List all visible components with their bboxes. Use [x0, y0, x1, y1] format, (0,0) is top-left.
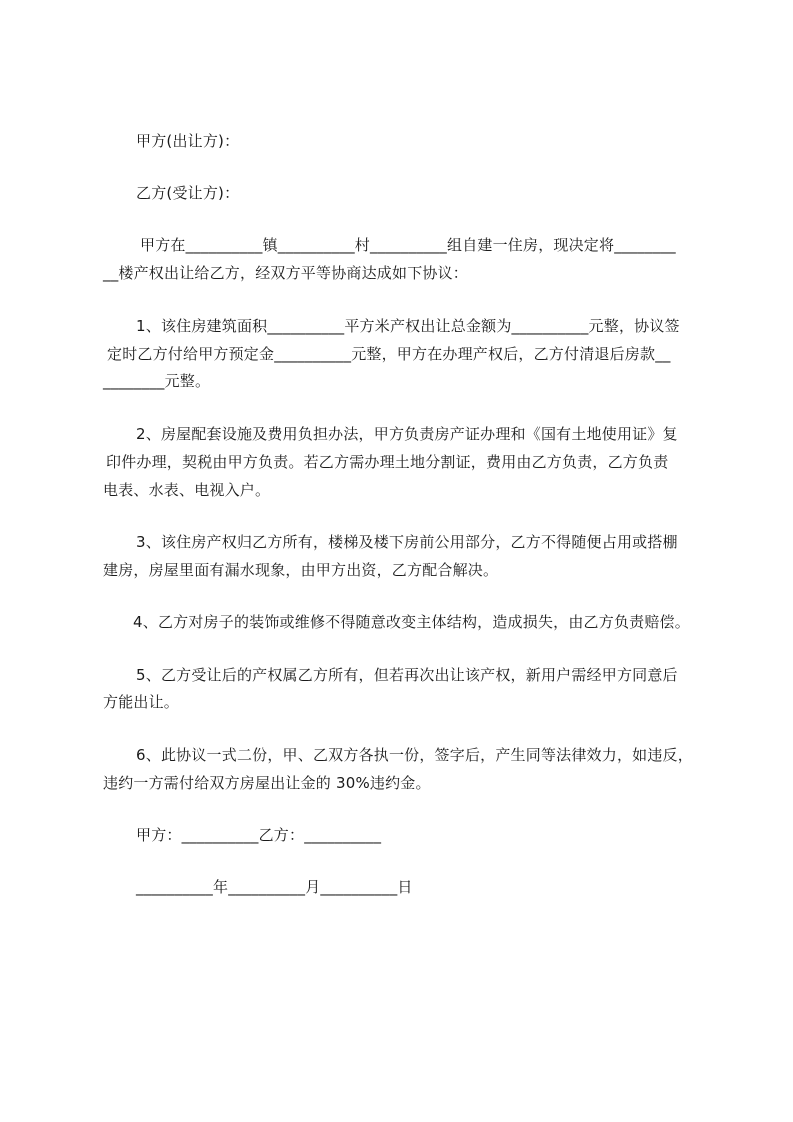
clause-1-line-1: 1、该住房建筑面积__________平方米产权出让总金额为__________元整，协议签 [136, 317, 680, 335]
clause-6-line-1: 6、此协议一式二份，甲、乙双方各执一份，签字后，产生同等法律效力，如违反， [136, 746, 693, 764]
intro-line-2: __楼产权出让给乙方，经双方平等协商达成如下协议： [103, 264, 469, 282]
clause-2-line-1: 2、房屋配套设施及费用负担办法，甲方负责房产证办理和《国有土地使用证》复 [136, 425, 678, 443]
intro-line-1: 甲方在__________镇__________村__________组自建一住房，现决定将________ [140, 236, 676, 254]
date-line: __________年__________月__________日 [136, 878, 413, 896]
clause-2-line-3: 电表、水表、电视入户。 [103, 481, 271, 499]
clause-3-line-2: 建房，房屋里面有漏水现象，由甲方出资，乙方配合解决。 [103, 561, 499, 579]
party-b-header: 乙方(受让方)： [136, 184, 240, 202]
clause-1-line-3: ________元整。 [103, 372, 211, 390]
clause-5-line-1: 5、乙方受让后的产权属乙方所有，但若再次出让该产权，新用户需经甲方同意后 [136, 666, 678, 684]
clause-6-line-2: 违约一方需付给双方房屋出让金的 30%违约金。 [103, 774, 431, 792]
clause-5-line-2: 方能出让。 [103, 693, 180, 711]
signature-line: 甲方：__________乙方：__________ [136, 826, 382, 844]
clause-1-line-2: 定时乙方付给甲方预定金__________元整，甲方在办理产权后，乙方付清退后房款__ [107, 345, 671, 363]
clause-3-line-1: 3、该住房产权归乙方所有，楼梯及楼下房前公用部分，乙方不得随便占用或搭棚 [136, 533, 678, 551]
party-a-header: 甲方(出让方)： [136, 132, 240, 150]
clause-2-line-2: 印件办理，契税由甲方负责。若乙方需办理土地分割证，费用由乙方负责，乙方负责 [106, 453, 669, 471]
clause-4-line-1: 4、乙方对房子的装饰或维修不得随意改变主体结构，造成损失，由乙方负责赔偿。 [133, 613, 690, 631]
